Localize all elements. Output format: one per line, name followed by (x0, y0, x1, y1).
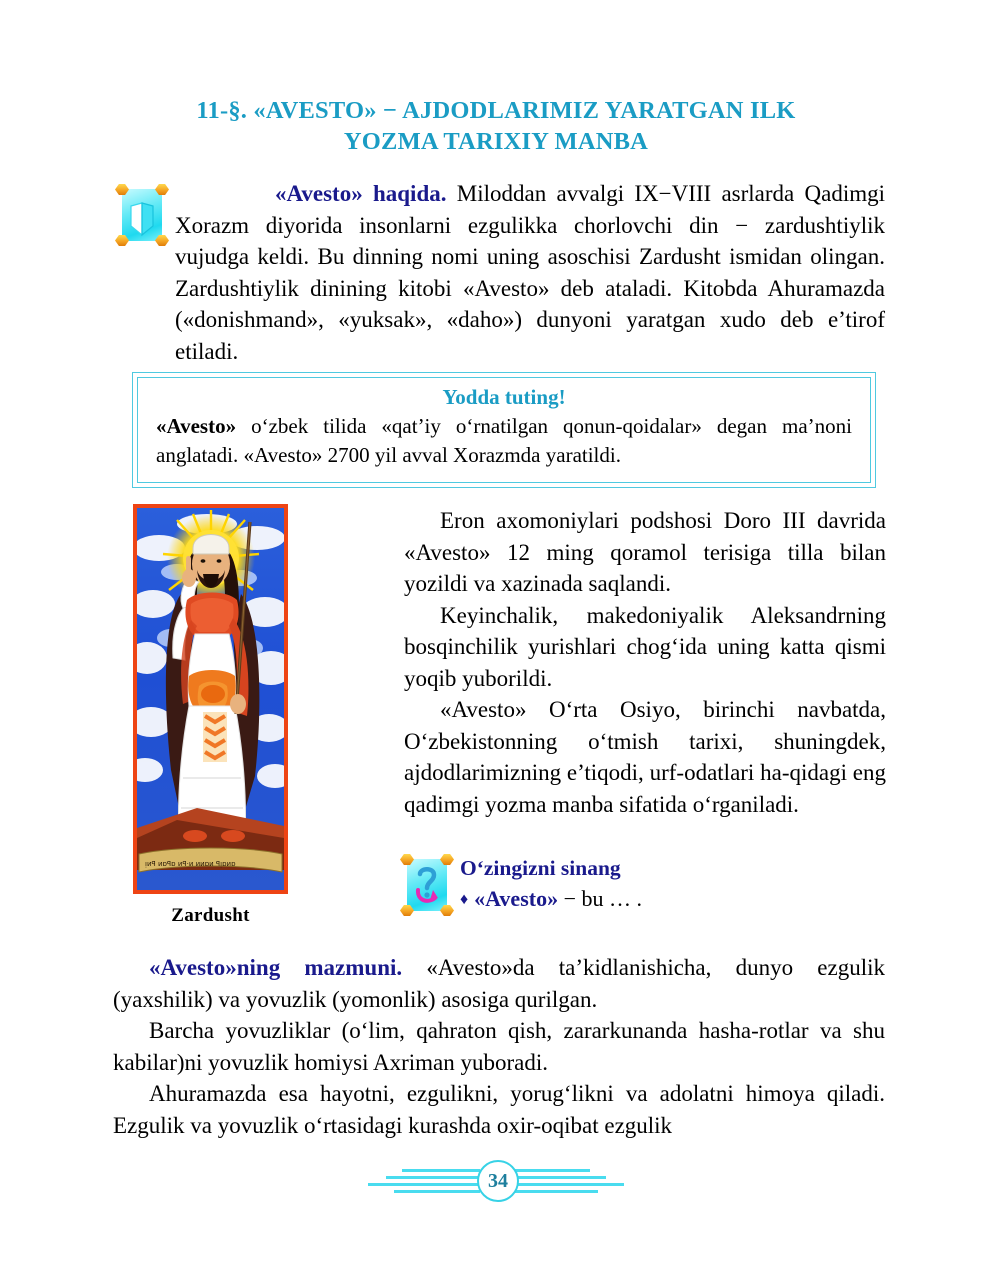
question-mark-icon (398, 852, 456, 918)
page-number-wing-left (368, 1158, 480, 1204)
remember-title: Yodda tuting! (442, 385, 566, 409)
bottom-paragraph-1 (113, 952, 885, 1015)
page-footer (0, 1158, 992, 1204)
self-test-title: O‘zingizni sinang (460, 856, 621, 880)
remember-callout-box (132, 372, 876, 488)
self-test-item (460, 884, 868, 915)
bottom-paragraph-2: Barcha yovuzliklar (o‘lim, qahraton qish, zararkunanda hasha-rotlar va shu kabilar)ni yovuzlik homiysi Axriman yuboradi. (113, 1018, 885, 1075)
intro-paragraph (113, 178, 885, 367)
bottom-paragraph-3: Ahuramazda esa hayotni, ezgulikni, yorug‘likni va adolatni himoya qiladi. Ezgulik va yovuzlik o‘rtasidagi kurashda oxir-oqibat ezgulik (113, 1081, 885, 1138)
remember-bold-term: «Avesto» (156, 414, 237, 438)
page-title (110, 95, 882, 157)
right-column-text (404, 505, 886, 820)
book-glyph (122, 189, 162, 241)
right-paragraph-3: «Avesto» O‘rta Osiyo, birinchi navbatda, O‘zbekistonning o‘tmish tarixi, shuningdek, ajdodlarimizning e’tiqodi, urf-odatlari ha-qidagi eng qadimgi yozma manba sifatida o‘rganiladi. (404, 697, 886, 817)
svg-text:ᴉᴎꟼ ᴎɒꟼɒ ᴎꟼ·ᴎ ᴎᴎɒᴎ ꟼᴉɒᴎɒ: ᴉᴎꟼ ᴎɒꟼɒ ᴎꟼ·ᴎ ᴎᴎɒᴎ ꟼᴉɒᴎɒ (145, 860, 236, 868)
self-test-item-rest: − bu … . (558, 886, 643, 911)
page-title-line-2: YOZMA TARIXIY MANBA (343, 128, 649, 155)
figure-caption: Zardusht (171, 905, 250, 926)
bottom-lead-term: «Avesto»ning mazmuni. (149, 955, 403, 980)
question-glyph (407, 859, 447, 911)
right-paragraph-1: Eron axomoniylari podshosi Doro III davrida «Avesto» 12 ming qoramol terisiga tilla bilan yozildi va xazinada saqlandi. (404, 508, 886, 596)
book-scroll-icon (113, 182, 171, 248)
intro-body-text: Miloddan avvalgi IX−VIII asrlarda Qadimgi Xorazm diyorida insonlarni ezgulikka chorlovchi din − zardushtiylik vujudga keldi. Bu dinning nomi uning asoschisi Zardusht ismidan olingan. Zardushtiylik dinining kitobi «Avesto» deb ataladi. Kitobda Ahuramazda («donishmand», «yuksak», «daho») dunyoni yaratgan xudo deb e’tirof etiladi. (175, 181, 885, 364)
page-number: 34 (477, 1160, 519, 1202)
bottom-text-block (113, 952, 885, 1141)
intro-text-block (113, 178, 885, 367)
self-test-item-term: «Avesto» (474, 886, 559, 911)
page-number-decoration (366, 1158, 626, 1204)
intro-lead-term: «Avesto» haqida. (275, 181, 447, 206)
self-test-block (398, 852, 868, 915)
remember-body-text: o‘zbek tilida «qat’iy o‘rnatilgan qonun-qoidalar» degan ma’noni anglatadi. «Avesto» 2700 yil avval Xorazmda yaratildi. (156, 414, 852, 467)
page-title-line-1: 11-§. «AVESTO» − AJDODLARIMIZ YARATGAN ILK (196, 97, 796, 124)
figure-frame (133, 504, 288, 894)
diamond-bullet-icon: ♦ (460, 891, 469, 908)
right-paragraph-2: Keyinchalik, makedoniyalik Aleksandrning bosqinchilik yurishlari chog‘ida uning katta qismi yoqib yuborildi. (404, 602, 886, 691)
page-number-wing-right (512, 1158, 624, 1204)
bottom-paragraph-1-text: «Avesto»da ta’kidlanishicha, dunyo ezgulik (yaxshilik) va yovuzlik (yomonlik) asosiga qurilgan. (113, 955, 885, 1012)
self-test-body (460, 852, 868, 915)
remember-text (156, 412, 852, 470)
remember-callout-inner (137, 377, 871, 483)
figure-zardusht (133, 504, 288, 927)
zardusht-illustration (137, 508, 284, 890)
